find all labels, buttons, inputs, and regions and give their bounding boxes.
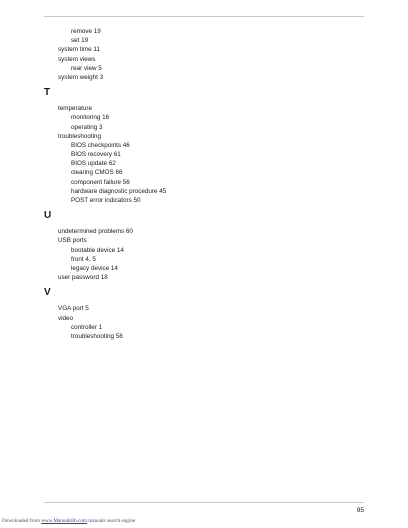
index-entry: system weight 3 — [58, 73, 104, 81]
index-entry: USB ports — [58, 237, 87, 245]
index-list — [44, 27, 364, 341]
footer-rule — [44, 502, 364, 503]
section-gap — [44, 82, 364, 86]
index-entry: system time 11 — [58, 46, 100, 54]
index-subentry: clearing CMOS 66 — [71, 169, 123, 177]
index-subentry: monitoring 16 — [71, 114, 110, 122]
footer-suffix: manuals search engine — [86, 518, 136, 524]
index-letter-heading: T — [44, 87, 51, 99]
index-subentry: troubleshooting 58 — [71, 332, 123, 340]
section-gap — [44, 205, 364, 209]
manualslib-link[interactable]: www.Manualslib.com — [41, 518, 87, 524]
index-subentry: controller 1 — [71, 323, 103, 331]
index-subentry: BIOS recovery 61 — [71, 151, 121, 159]
index-subentry: operating 3 — [71, 123, 103, 131]
index-subentry: BIOS checkpoints 46 — [71, 141, 130, 149]
index-subentry: front 4, 5 — [71, 255, 96, 263]
index-subentry: component failure 56 — [71, 178, 130, 186]
section-gap — [44, 282, 364, 286]
index-subentry: hardware diagnostic procedure 45 — [71, 187, 167, 195]
index-entry: system views — [58, 55, 96, 63]
index-subentry: bootable device 14 — [71, 246, 124, 254]
index-subentry: legacy device 14 — [71, 264, 118, 272]
index-subentry: POST error indicators 50 — [71, 197, 141, 204]
index-subentry: BIOS update 62 — [71, 160, 116, 168]
index-entry: troubleshooting — [58, 132, 102, 140]
index-subentry: set 19 — [71, 37, 89, 45]
index-subentry: rear view 5 — [71, 64, 102, 72]
index-entry: video — [58, 314, 74, 322]
index-letter-heading: V — [44, 287, 51, 299]
header-rule — [44, 16, 364, 17]
page-number: 95 — [356, 507, 364, 514]
index-entry: undetermined problems 60 — [58, 228, 133, 236]
index-letter-heading: U — [44, 210, 52, 222]
index-entry: temperature — [58, 105, 92, 113]
footer-prefix: Downloaded from — [2, 518, 42, 524]
index-subentry: remove 19 — [71, 28, 101, 35]
index-entry: user password 18 — [58, 274, 108, 282]
index-entry: VGA port 5 — [58, 305, 89, 313]
download-footer — [2, 518, 135, 524]
